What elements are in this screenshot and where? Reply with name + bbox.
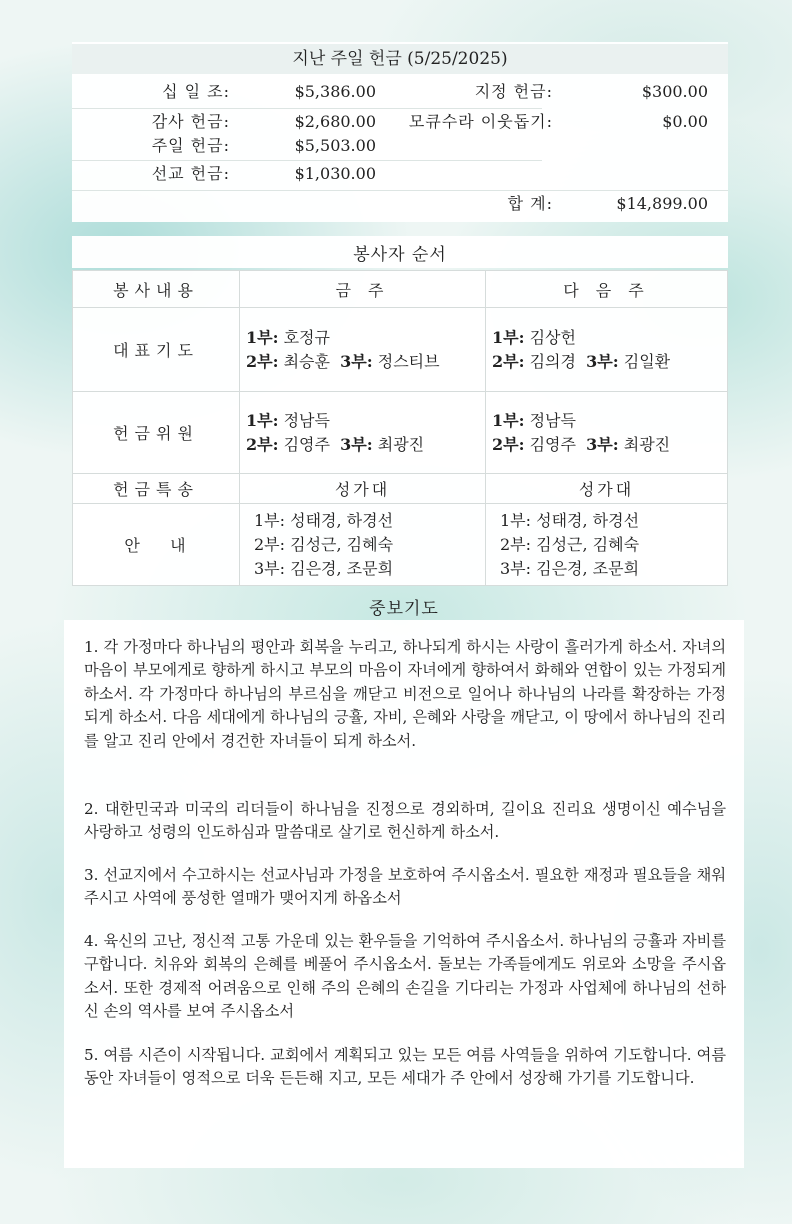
total-amount: $14,899.00 [616,194,708,213]
next-week-cell: 성가대 [486,474,728,504]
prayer-item: 2. 대한민국과 미국의 리더들이 하나님을 진정으로 경외하며, 길이요 진리요 생명이신 예수님을 사랑하고 성령의 인도하심과 말씀대로 살기로 헌신하게 하소서. [84,800,731,842]
offering-label: 선교 헌금: [151,164,230,183]
offering-total-row [72,190,728,218]
prayer-item: 5. 여름 시즌이 시작됩니다. 교회에서 계획되고 있는 모든 여름 사역들을 위하여 기도합니다. 여름동안 자녀들이 영적으로 더욱 든든해 지고, 모든 세대가 주 안에서 성장해 가기를 기도합니다. [84,1046,726,1088]
prayer-item: 1. 각 가정마다 하나님의 평안과 회복을 누리고, 하나되게 하시는 사랑이 흘러가게 하소서. 자녀의 마음이 부모에게로 향하게 하시고 부모의 마음이 자녀에게 향하여서 화해와 연합이 있는 가정되게 하소서. 각 가정마다 하나님의 부르심을 깨닫고 비전으로 일어나 하나님의 나라를 확장하는 가정되게 하소서. 다음 세대에게 하나님의 긍휼, 자비, 은혜와 사랑을 깨닫고, 이 땅에서 하나님의 진리를 알고 진리 안에서 경건한 자녀들이 되게 하소서. [84,638,731,750]
header-role: 봉사내용 [73,271,240,308]
offering-title: 지난 주일 헌금 (5/25/2025) [72,44,728,74]
offering-amount: $300.00 [641,82,708,101]
prayer-item: 3. 선교지에서 수고하시는 선교사님과 가정을 보호하여 주시옵소서. 필요한 재정과 필요들을 채워주시고 사역에 풍성한 열매가 맺어지게 하옵소서 [84,866,726,908]
table-row [73,474,728,504]
offering-row [72,78,728,106]
offering-amount: $0.00 [662,112,708,131]
prayer-section [64,620,744,1168]
table-header-row [73,271,728,308]
this-week-cell: 1부: 성태경, 하경선 2부: 김성근, 김혜숙 3부: 김은경, 조문희 [240,504,486,586]
offering-label: 모큐수라 이웃돕기: [408,112,553,131]
offering-row [72,132,728,160]
role-cell: 헌금위원 [73,392,240,474]
offering-amount: $5,386.00 [294,82,376,101]
offering-amount: $5,503.00 [294,136,376,155]
table-row [73,392,728,474]
offering-row [72,160,728,188]
table-row [73,308,728,392]
offering-label: 지정 헌금: [474,82,553,101]
this-week-cell: 1부: 정남득 2부: 김영주 3부: 최광진 [240,392,486,474]
header-next-week: 다 음 주 [486,271,728,308]
next-week-cell: 1부: 성태경, 하경선 2부: 김성근, 김혜숙 3부: 김은경, 조문희 [486,504,728,586]
offering-label: 감사 헌금: [151,112,230,131]
offering-amount: $1,030.00 [294,164,376,183]
volunteer-table [72,270,728,586]
role-cell: 대표기도 [73,308,240,392]
table-row [73,504,728,586]
prayer-title: 중보기도 [369,599,439,619]
role-cell: 안 내 [73,504,240,586]
header-this-week: 금 주 [240,271,486,308]
offering-label: 주일 헌금: [151,136,230,155]
offering-amount: $2,680.00 [294,112,376,131]
next-week-cell: 1부: 정남득 2부: 김영주 3부: 최광진 [486,392,728,474]
role-cell: 헌금특송 [73,474,240,504]
volunteer-title: 봉사자 순서 [353,245,447,265]
total-label: 합 계: [507,194,553,213]
this-week-cell: 성가대 [240,474,486,504]
offering-section [72,42,728,222]
offering-label: 십 일 조: [162,82,230,101]
this-week-cell: 1부: 호정규 2부: 최승훈 3부: 정스티브 [240,308,486,392]
next-week-cell: 1부: 김상헌 2부: 김의경 3부: 김일환 [486,308,728,392]
prayer-item: 4. 육신의 고난, 정신적 고통 가운데 있는 환우들을 기억하여 주시옵소서. 하나님의 긍휼과 자비를 구합니다. 치유와 회복의 은혜를 베풀어 주시옵소서. 돌보는 가족들에게도 위로와 소망을 주시옵소서. 또한 경제적 어려움으로 인해 주의 은혜의 손길을 기다리는 가정과 사업체에 하나님의 선하신 손의 역사를 보여 주시옵소서 [84,932,731,1021]
volunteer-title-bar [72,236,728,268]
